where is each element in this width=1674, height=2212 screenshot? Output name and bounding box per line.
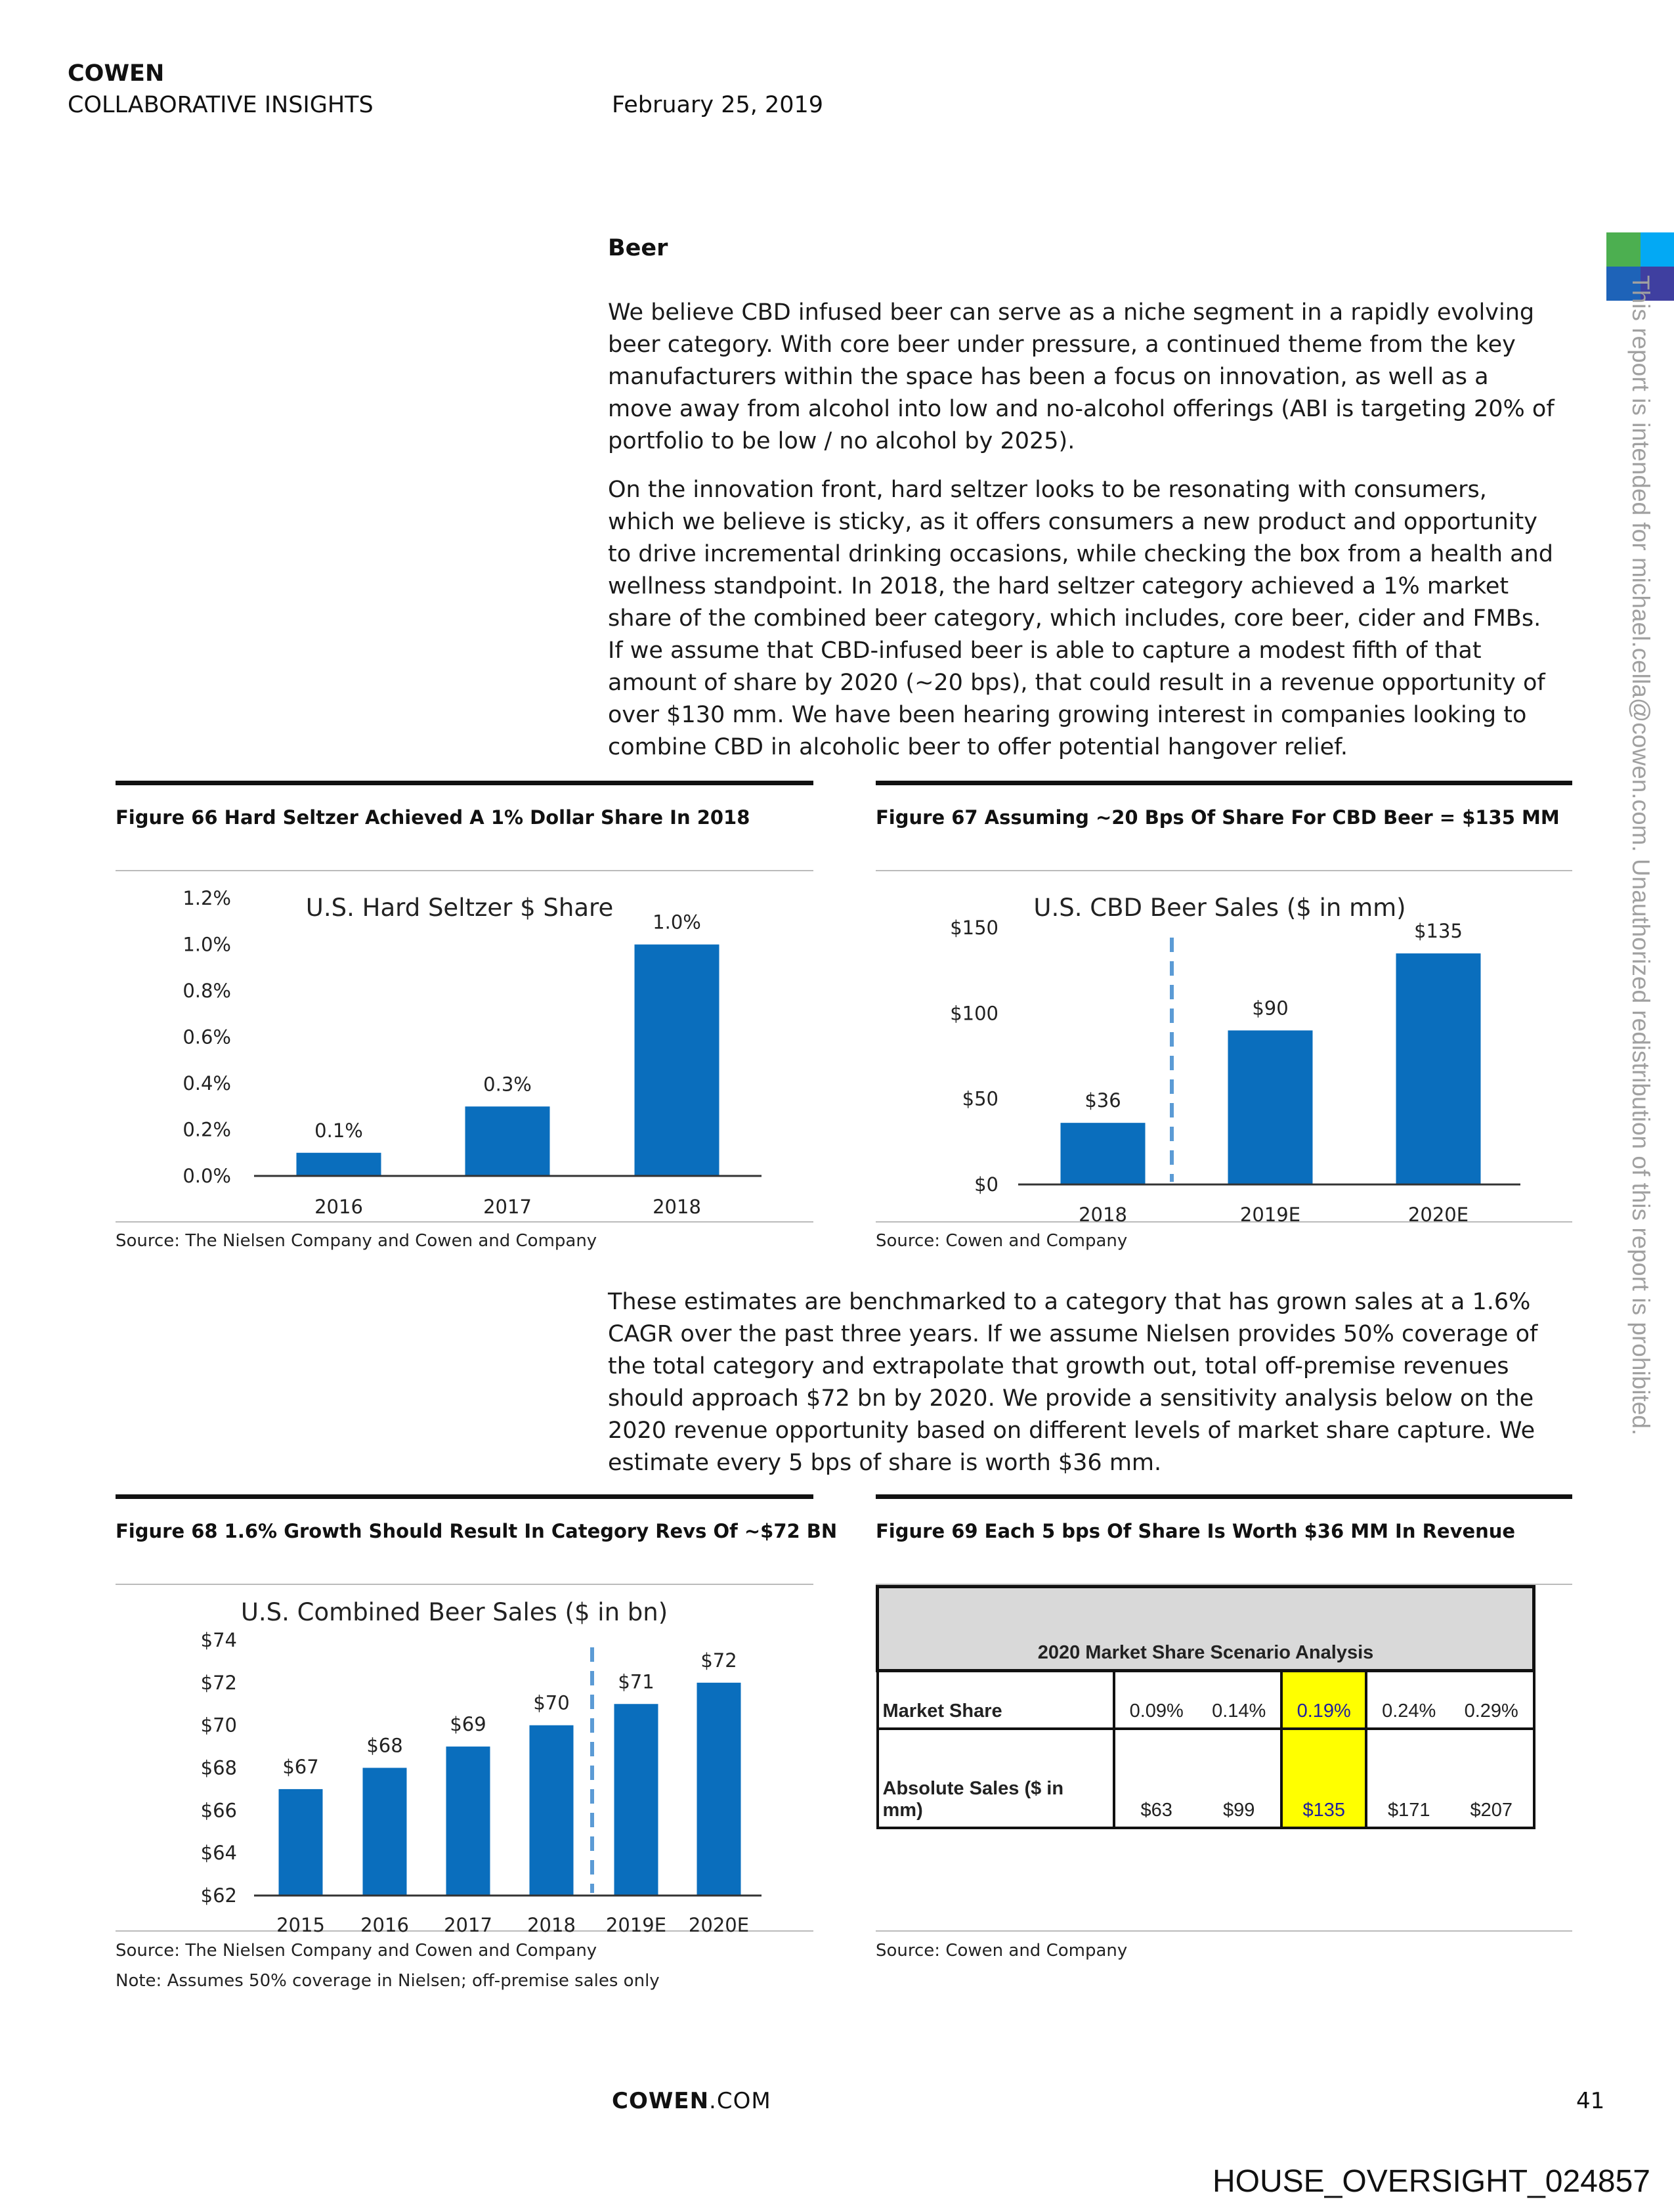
- figure-source: Source: The Nielsen Company and Cowen and Company: [116, 1941, 597, 1961]
- section-heading: Beer: [608, 235, 668, 261]
- bar: [297, 1153, 381, 1176]
- data-label: $72: [700, 1649, 737, 1672]
- figure-source: Source: The Nielsen Company and Cowen and Company: [116, 1231, 597, 1251]
- figure-note: Note: Assumes 50% coverage in Nielsen; off-premise sales only: [116, 1971, 660, 1991]
- watermark: This report is intended for michael.cella@cowen.com. Unauthorized redistribution of this report is prohibited.: [1627, 275, 1654, 1436]
- x-tick-label: 2020E: [1407, 1204, 1469, 1226]
- figure-title: Figure 66 Hard Seltzer Achieved A 1% Dollar Share In 2018: [116, 806, 750, 829]
- scenario-table: [876, 1585, 1535, 1829]
- chart-title: U.S. CBD Beer Sales ($ in mm): [1033, 894, 1406, 922]
- table-row: [878, 1671, 1534, 1729]
- bar: [530, 1725, 574, 1896]
- data-label: $36: [1084, 1089, 1121, 1112]
- table-cell: $207: [1450, 1729, 1534, 1828]
- table-cell: $171: [1366, 1729, 1450, 1828]
- table-cell-highlighted: 0.19%: [1281, 1671, 1367, 1729]
- y-tick-label: $50: [962, 1087, 998, 1110]
- x-tick-label: 2019E: [1239, 1204, 1301, 1226]
- chart-title: U.S. Combined Beer Sales ($ in bn): [240, 1598, 668, 1626]
- x-tick-label: 2016: [314, 1196, 363, 1218]
- x-tick-label: 2018: [527, 1914, 576, 1936]
- y-tick-label: $64: [200, 1842, 237, 1865]
- y-tick-label: $0: [974, 1173, 998, 1196]
- chart-title: U.S. Hard Seltzer $ Share: [305, 894, 614, 922]
- x-tick-label: 2018: [1079, 1204, 1127, 1226]
- paragraph: These estimates are benchmarked to a category that has grown sales at a 1.6% CAGR over the past three years. If we assume Nielsen provides 50% coverage of the total category and extrapolate that growth out, total off-premise revenues should approach $72 bn by 2020. We provide a sensitivity analysis below on the 2020 revenue opportunity based on different levels of market share capture. We estimate every 5 bps of share is worth $36 mm.: [608, 1289, 1538, 1476]
- table-row: [878, 1729, 1534, 1828]
- y-tick-label: 0.4%: [182, 1072, 231, 1095]
- bates-number: HOUSE_OVERSIGHT_024857: [1213, 2164, 1650, 2199]
- divider: [116, 1584, 813, 1585]
- paragraph: On the innovation front, hard seltzer looks to be resonating with consumers, which we believe is sticky, as it offers consumers a new product and opportunity to drive incremental drinking occasions, while checking the box from a health and wellness standpoint. In 2018, the hard seltzer category achieved a 1% market share of the combined beer category, which includes, core beer, cider and FMBs. If we assume that CBD-infused beer is able to capture a modest fifth of that amount of share by 2020 (~20 bps), that could result in a revenue opportunity of over $130 mm. We have been hearing growing interest in companies looking to combine CBD in alcoholic beer to offer potential hangover relief.: [608, 477, 1554, 760]
- data-label: $68: [366, 1734, 403, 1757]
- y-tick-label: 0.8%: [182, 980, 231, 1002]
- scenario-table-title: 2020 Market Share Scenario Analysis: [878, 1587, 1534, 1671]
- figure-title: Figure 67 Assuming ~20 Bps Of Share For CBD Beer = $135 MM: [876, 806, 1560, 829]
- data-label: $90: [1252, 997, 1289, 1020]
- page-number: 41: [1576, 2088, 1605, 2114]
- data-label: 1.0%: [653, 911, 701, 934]
- divider: [876, 870, 1572, 871]
- y-tick-label: $74: [200, 1629, 237, 1651]
- divider: [876, 1494, 1572, 1499]
- bar: [1228, 1030, 1313, 1184]
- figure-source: Source: Cowen and Company: [876, 1941, 1128, 1961]
- footer-brand: COWEN.COM: [612, 2088, 771, 2114]
- paragraph: We believe CBD infused beer can serve as a niche segment in a rapidly evolving beer category. With core beer under pressure, a continued theme from the key manufacturers within the space has been a focus on innovation, as well as a move away from alcohol into low and no-alcohol offerings (ABI is targeting 20% of portfolio to be low / no alcohol by 2025).: [608, 299, 1555, 454]
- bar: [697, 1683, 741, 1896]
- x-tick-label: 2015: [276, 1914, 325, 1936]
- data-label: $69: [450, 1713, 486, 1736]
- table-cell: 0.29%: [1450, 1671, 1534, 1729]
- row-label: Absolute Sales ($ in mm): [878, 1729, 1114, 1828]
- brand-name: COWEN: [68, 60, 165, 87]
- x-tick-label: 2017: [483, 1196, 532, 1218]
- data-label: $67: [282, 1755, 319, 1778]
- bar: [1396, 953, 1481, 1184]
- data-label: $71: [618, 1670, 655, 1693]
- bar: [635, 945, 719, 1177]
- table-cell-highlighted: $135: [1281, 1729, 1367, 1828]
- divider: [876, 1930, 1572, 1932]
- figure-title: Figure 68 1.6% Growth Should Result In Category Revs Of ~$72 BN: [116, 1520, 838, 1542]
- x-tick-label: 2017: [444, 1914, 492, 1936]
- y-tick-label: $72: [200, 1671, 237, 1694]
- divider: [116, 1494, 813, 1499]
- y-tick-label: $62: [200, 1884, 237, 1907]
- table-cell: 0.24%: [1366, 1671, 1450, 1729]
- bar: [446, 1746, 490, 1896]
- y-tick-label: 0.2%: [182, 1118, 231, 1141]
- y-tick-label: $70: [200, 1714, 237, 1737]
- data-label: $70: [533, 1691, 570, 1714]
- bar: [279, 1789, 323, 1896]
- x-tick-label: 2019E: [605, 1914, 667, 1936]
- bar: [614, 1704, 658, 1896]
- bar: [363, 1768, 407, 1896]
- data-label: 0.1%: [314, 1119, 363, 1142]
- table-cell: $63: [1114, 1729, 1198, 1828]
- y-tick-label: 0.6%: [182, 1026, 231, 1049]
- divider: [116, 1930, 813, 1932]
- y-tick-label: $100: [950, 1002, 998, 1025]
- y-tick-label: $66: [200, 1799, 237, 1822]
- y-tick-label: $68: [200, 1756, 237, 1779]
- data-label: 0.3%: [483, 1073, 532, 1096]
- logo-square: [1606, 232, 1641, 267]
- divider: [116, 870, 813, 871]
- brand-subtitle: COLLABORATIVE INSIGHTS: [68, 92, 374, 118]
- y-tick-label: 1.0%: [182, 933, 231, 956]
- logo-square: [1641, 232, 1674, 267]
- divider: [116, 1221, 813, 1223]
- bar: [1061, 1123, 1146, 1184]
- row-label: Market Share: [878, 1671, 1114, 1729]
- x-tick-label: 2020E: [688, 1914, 750, 1936]
- divider: [116, 781, 813, 785]
- y-tick-label: $150: [950, 917, 998, 939]
- divider: [876, 1221, 1572, 1223]
- x-tick-label: 2018: [653, 1196, 701, 1218]
- x-tick-label: 2016: [360, 1914, 409, 1936]
- table-cell: $99: [1197, 1729, 1281, 1828]
- report-date: February 25, 2019: [612, 92, 824, 118]
- divider: [876, 781, 1572, 785]
- y-tick-label: 1.2%: [182, 887, 231, 909]
- figure-title: Figure 69 Each 5 bps Of Share Is Worth $36 MM In Revenue: [876, 1520, 1516, 1542]
- data-label: $135: [1414, 920, 1463, 943]
- table-cell: 0.09%: [1114, 1671, 1198, 1729]
- table-cell: 0.14%: [1197, 1671, 1281, 1729]
- figure-source: Source: Cowen and Company: [876, 1231, 1128, 1251]
- bar: [465, 1106, 550, 1176]
- y-tick-label: 0.0%: [182, 1165, 231, 1187]
